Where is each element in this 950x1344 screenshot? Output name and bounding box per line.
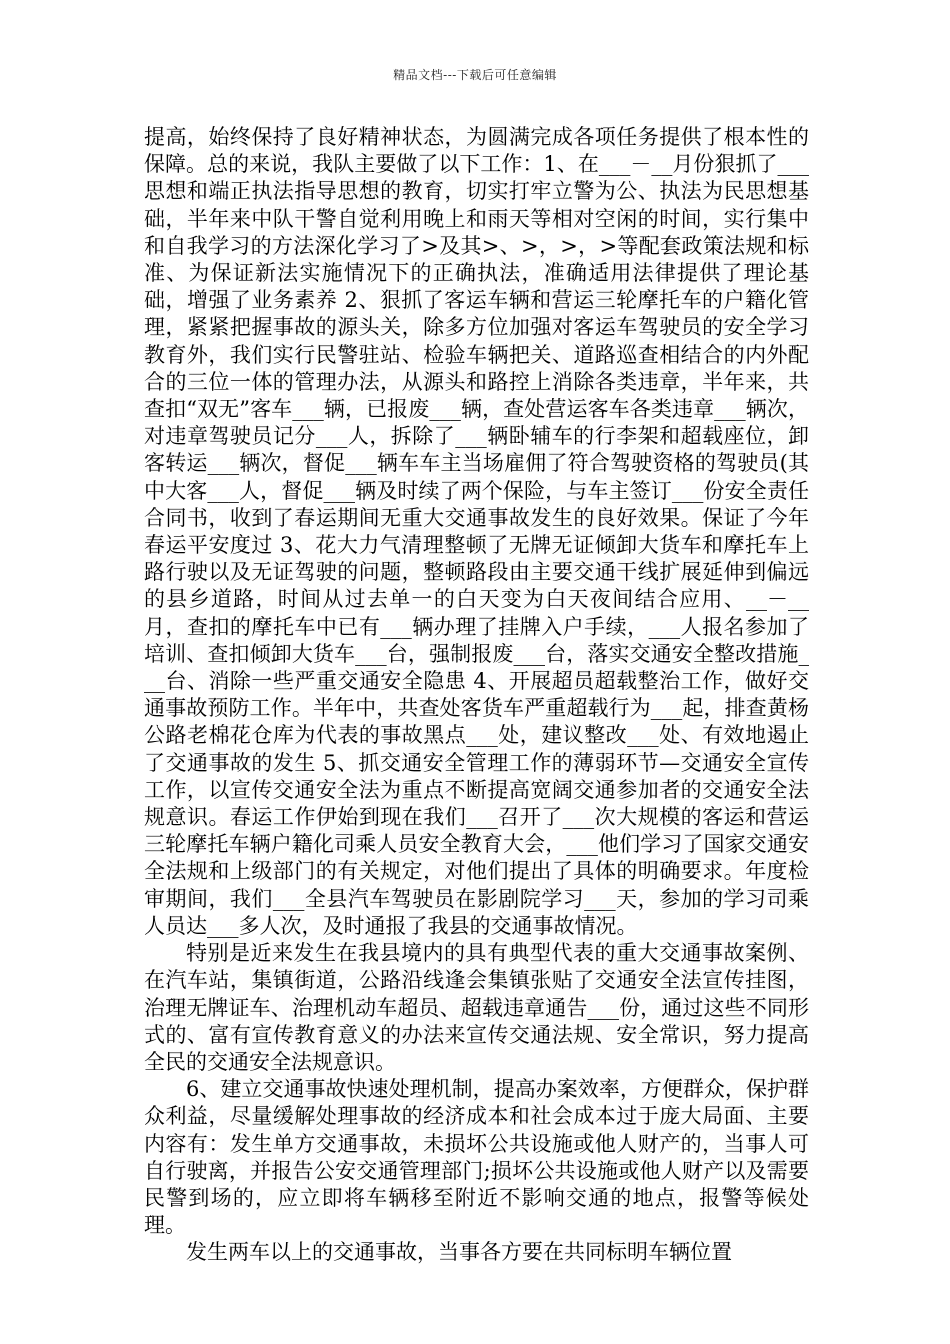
paragraph: 6、建立交通事故快速处理机制，提高办案效率，方便群众，保护群众利益，尽量缓解处理事故的经济成本和社会成本过于庞大局面、主要内容有：发生单方交通事故，未损坏公共设施或他人财产的，当事人可自行驶离，并报告公安交通管理部门;损坏公共设施或他人财产以及需要民警到场的，应立即将车辆移至附近不影响交通的地点，报警等候处理。 xyxy=(144,1077,809,1238)
paragraph: 发生两车以上的交通事故，当事各方要在共同标明车辆位置 xyxy=(186,1240,732,1265)
document-body xyxy=(144,124,809,1267)
page-header: 精品文档---下载后可任意编辑 xyxy=(393,68,557,82)
paragraph: 特别是近来发生在我县境内的具有典型代表的重大交通事故案例、在汽车站，集镇街道，公路沿线逢会集镇张贴了交通安全法宣传挂图，治理无牌证车、治理机动车超员、超载违章通告___份，通过这些不同形式的、富有宣传教育意义的办法来宣传交通法规、安全常识，努力提高全民的交通安全法规意识。 xyxy=(144,941,809,1074)
paragraph: 提高，始终保持了良好精神状态，为圆满完成各项任务提供了根本性的保障。总的来说，我队主要做了以下工作：1、在___－__月份狠抓了___思想和端正执法指导思想的教育，切实打牢立警为公、执法为民思想基础，半年来中队干警自觉利用晚上和雨天等相对空闲的时间，实行集中和自我学习的方法深化学习了>及其>、>，>，>等配套政策法规和标准、为保证新法实施情况下的正确执法，准确适用法律提供了理论基础，增强了业务素养 2、狠抓了客运车辆和营运三轮摩托车的户籍化管理，紧紧把握事故的源头关，除多方位加强对客运车驾驶员的安全学习教育外，我们实行民警驻站、检验车辆把关、道路巡查相结合的内外配合的三位一体的管理办法，从源头和路控上消除各类违章，半年来，共查扣“双无”客车___辆，已报废___辆，查处营运客车各类违章___辆次，对违章驾驶员记分___人，拆除了___辆卧辅车的行李架和超载座位，卸客转运___辆次，督促___辆车车主当场雇佣了符合驾驶资格的驾驶员(其中大客___人，督促___辆及时续了两个保险，与车主签订___份安全责任合同书，收到了春运期间无重大交通事故发生的良好效果。保证了今年春运平安度过 3、花大力气清理整顿了无牌无证倾卸大货车和摩托车上路行驶以及无证驾驶的问题，整顿路段由主要交通干线扩展延伸到偏远的县乡道路，时间从过去单一的白天变为白天夜间结合应用、__－__月，查扣的摩托车中已有___辆办理了挂牌入户手续，___人报名参加了培训、查扣倾卸大货车___台，强制报废___台，落实交通安全整改措施___台、消除一些严重交通安全隐患 4、开展超员超载整治工作，做好交通事故预防工作。半年中，共查处客货车严重超载行为___起，排查黄杨公路老棉花仓库为代表的事故黑点___处，建议整改___处、有效地遏止了交通事故的发生 5、抓交通安全管理工作的薄弱环节—交通安全宣传工作，以宣传交通安全法为重点不断提高宽阔交通参加者的交通安全法规意识。春运工作伊始到现在我们___召开了___次大规模的客运和营运三轮摩托车辆户籍化司乘人员安全教育大会，___他们学习了国家交通安全法规和上级部门的有关规定，对他们提出了具体的明确要求。年度检审期间，我们___全县汽车驾驶员在影剧院学习___天，参加的学习司乘人员达___多人次，及时通报了我县的交通事故情况。 xyxy=(144,125,809,938)
